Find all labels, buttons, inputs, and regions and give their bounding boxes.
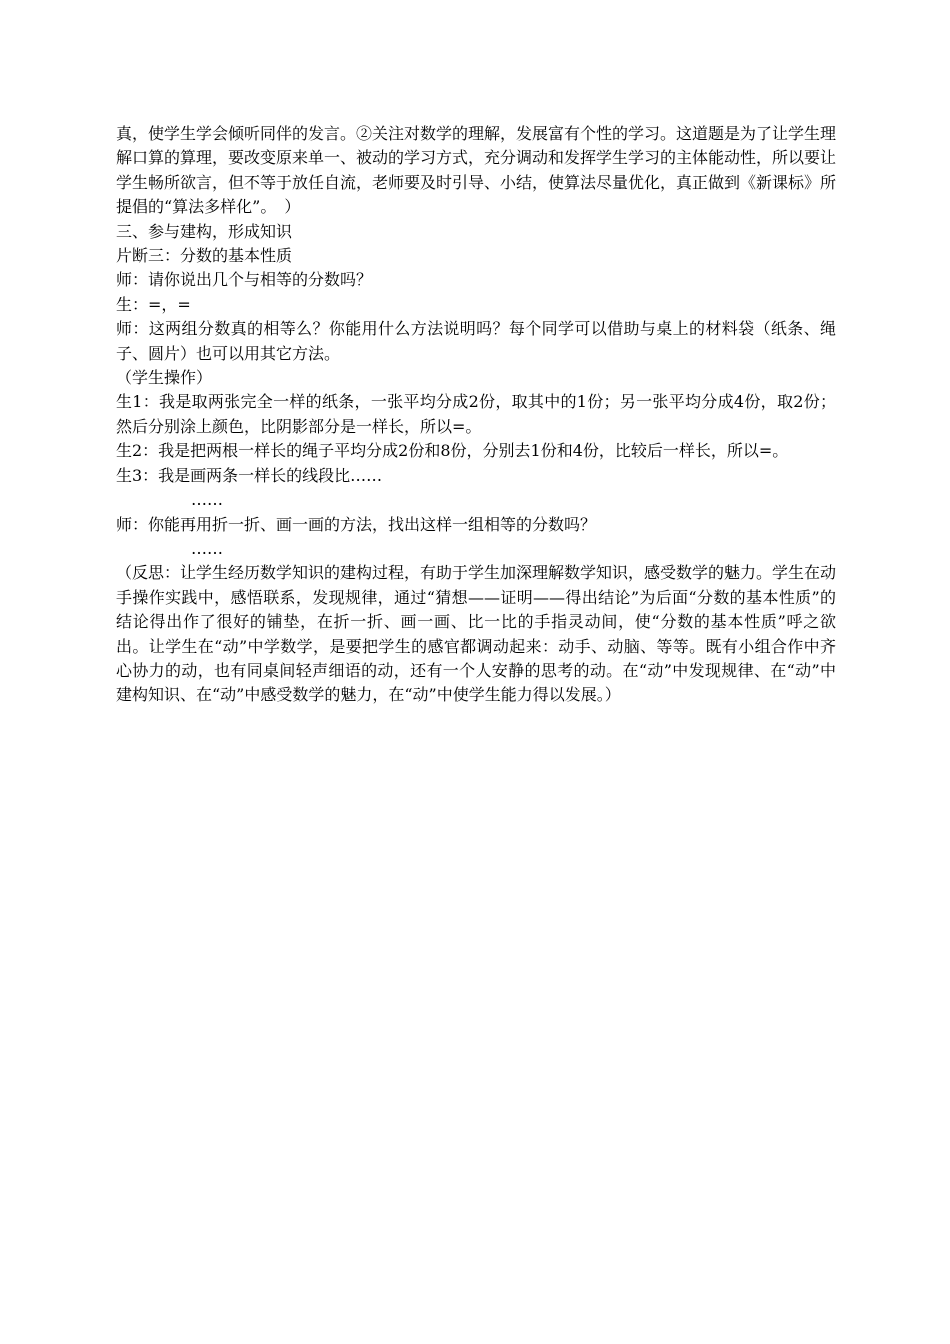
fragment-title: 片断三：分数的基本性质 <box>116 246 293 266</box>
document-body <box>116 122 836 708</box>
student-3-answer: 生3：我是画两条一样长的线段比…… <box>116 465 383 485</box>
student-answer: 生：=，= <box>116 294 191 314</box>
ellipsis-2: …… <box>191 538 223 558</box>
paragraph-reflection: （反思：让学生经历数学知识的建构过程，有助于学生加深理解数学知识，感受数学的魅力。学生在动手操作实践中，感悟联系，发现规律，通过“猜想——证明——得出结论”为后面“分数的基本性质”的结论得出作了很好的铺垫，在折一折、画一画、比一比的手指灵动间，使“分数的基本性质”呼之欲出。让学生在“动”中学数学，是要把学生的感官都调动起来：动手、动脑、等等。既有小组合作中齐心协力的动，也有同桌间轻声细语的动，还有一个人安静的思考的动。在“动”中发现规律、在“动”中建构知识、在“动”中感受数学的魅力，在“动”中使学生能力得以发展。） <box>116 563 837 705</box>
student-1-answer: 生1：我是取两张完全一样的纸条，一张平均分成2份，取其中的1份；另一张平均分成4份，取2份；然后分别涂上颜色，比阴影部分是一样长，所以=。 <box>116 392 836 436</box>
paragraph-reflection-continued: 真，使学生学会倾听同伴的发言。②关注对数学的理解，发展富有个性的学习。这道题是为了让学生理解口算的算理，要改变原来单一、被动的学习方式，充分调动和发挥学生学习的主体能动性，所以要让学生畅所欲言，但不等于放任自流，老师要及时引导、小结，使算法尽量优化，真正做到《新课标》所提倡的“算法多样化”。 ） <box>116 124 837 217</box>
ellipsis-1: …… <box>191 490 223 510</box>
teacher-question-2: 师：这两组分数真的相等么？你能用什么方法说明吗？每个同学可以借助与桌上的材料袋（纸条、绳子、圆片）也可以用其它方法。 <box>116 319 836 363</box>
student-2-answer: 生2：我是把两根一样长的绳子平均分成2份和8份，分别去1份和4份，比较后一样长，所以=。 <box>116 441 789 461</box>
teacher-question-3: 师：你能再用折一折、画一画的方法，找出这样一组相等的分数吗？ <box>116 514 597 534</box>
section-heading: 三、参与建构，形成知识 <box>116 221 293 241</box>
teacher-question-1: 师：请你说出几个与相等的分数吗？ <box>116 270 373 290</box>
student-operation-note: （学生操作） <box>116 368 213 388</box>
